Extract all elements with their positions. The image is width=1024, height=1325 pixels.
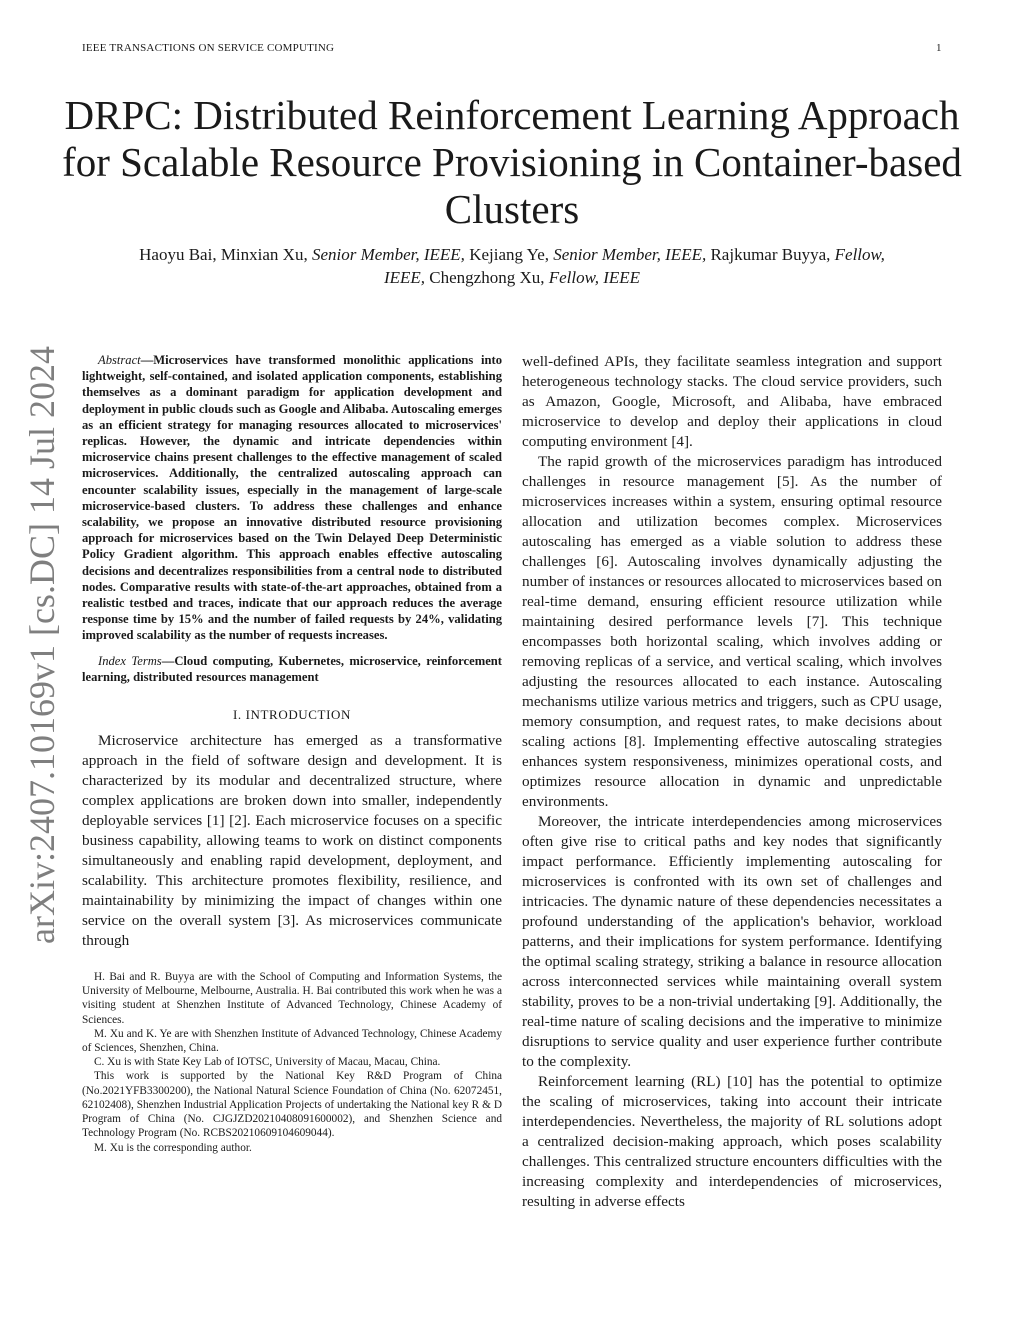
author: Chengzhong Xu, bbox=[429, 268, 545, 287]
running-header: IEEE TRANSACTIONS ON SERVICE COMPUTING bbox=[82, 42, 335, 54]
author-role: Senior Member, IEEE, bbox=[311, 245, 465, 264]
paper-title: DRPC: Distributed Reinforcement Learning Approach for Scalable Resource Provisioning in Container-based Clusters bbox=[62, 92, 962, 232]
author: Rajkumar Buyya, bbox=[710, 245, 831, 264]
footnote: This work is supported by the National Key R&D Program of China (No.2021YFB3300200), the National Natural Science Foundation of China (No. 62072451, 62102408), Shenzhen Industrial Application Projects of undertaking the National key R & D Program of China (No. CJGJZD20210408091600002), and Shenzhen Science and Technology Program (No. RCBS20210609104609044). bbox=[82, 1070, 502, 1140]
body-paragraph: well-defined APIs, they facilitate seamless integration and support heterogeneous technology stacks. The cloud service providers, such as Amazon, Google, Microsoft, and Alibaba, have embraced microservice to develop and deploy their applications in cloud computing environment [4]. bbox=[522, 353, 942, 450]
abstract-text: —Microservices have transformed monolithic applications into lightweight, self-contained, and isolated application components, establishing themselves as a dominant paradigm for application development and deployment in public clouds such as Google and Alibaba. Autoscaling emerges as an efficient strategy for managing resources allocated to microservices' replicas. However, the dynamic and intricate dependencies within microservice chains present challenges to the effective management of scaled microservices. Additionally, the centralized autoscaling approach can encounter scalability issues, especially in the management of large-scale microservice-based clusters. To address these challenges and enhance scalability, we propose an innovative distributed resource provisioning approach for microservices based on the Twin Delayed Deep Deterministic Policy Gradient algorithm. This approach enables effective autoscaling decisions and decentralizes responsibilities from a central node to distributed nodes. Comparative results with state-of-the-art approaches, obtained from a realistic testbed and traces, indicate that our approach reduces the average response time by 15% and the number of failed requests by 24%, validating improved scalability as the number of requests increases. bbox=[82, 353, 502, 643]
body-paragraph: The rapid growth of the microservices paradigm has introduced challenges in resource management [5]. As the number of microservices increases within a system, ensuring optimal resource allocation and utilization becomes complex. Microservices autoscaling has emerged as a viable solution to address these challenges [6]. Autoscaling involves dynamically adjusting the number of instances or resources allocated to microservices based on real-time demand, ensuring efficient resource utilization while maintaining desired performance levels [7]. This technique encompasses both horizontal scaling, which involves adding or removing replicas of a service, and vertical scaling, which involves adjusting the resources allocated to each instance. Autoscaling mechanisms utilize various metrics and triggers, such as CPU usage, memory consumption, and request rates, to make decisions about scaling actions [8]. Implementing effective autoscaling strategies enhances system responsiveness, minimizes operational costs, and optimizes resource allocation in dynamic and unpredictable environments. bbox=[522, 453, 942, 810]
section-heading: I. INTRODUCTION bbox=[232, 707, 352, 723]
right-column bbox=[522, 352, 942, 1212]
footnote: M. Xu and K. Ye are with Shenzhen Institute of Advanced Technology, Chinese Academy of Sciences, Shenzhen, China. bbox=[82, 1027, 502, 1055]
author-list bbox=[120, 243, 904, 289]
author: Kejiang Ye, bbox=[469, 245, 549, 264]
abstract bbox=[82, 352, 502, 644]
body-paragraph: Reinforcement learning (RL) [10] has the potential to optimize the scaling of microservices, taking into account their intricate interdependencies. Nevertheless, the majority of RL solutions adopt a centralized decision-making approach, which poses scalability challenges. This centralized structure encounters difficulties with the increasing complexity and interdependencies of microservices, resulting in adverse effects bbox=[522, 1073, 942, 1210]
intro-paragraph: Microservice architecture has emerged as a transformative approach in the field of software design and development. It is characterized by its modular and decentralized structure, where complex applications are broken down into smaller, independently deployable services [1] [2]. Each microservice focuses on a specific business capability, allowing teams to work on distinct components simultaneously and enabling rapid development, deployment, and scalability. This architecture promotes flexibility, resilience, and maintainability by minimizing the impact of changes within one service on the overall system [3]. As microservices communicate through bbox=[82, 732, 502, 950]
body-paragraph: Moreover, the intricate interdependencies among microservices often give rise to critical paths and key nodes that significantly impact performance. Efficiently implementing autoscaling for microservices is confronted with its own set of challenges and intricacies. The dynamic nature of these dependencies necessitates a profound understanding of the application's behavior, workload patterns, and their implications for system performance. Identifying the optimal scaling strategy, striking a balance in resource allocation across interconnected services while maintaining overall system stability, proves to be a non-trivial undertaking [9]. Additionally, the real-time nature of scaling decisions and the imperative to minimize disruptions to service quality and user experience further contribute to the complexity. bbox=[522, 813, 942, 1070]
author: Haoyu Bai, Minxian Xu, bbox=[139, 245, 308, 264]
index-terms-label: Index Terms bbox=[98, 653, 162, 668]
footnote-divider bbox=[82, 961, 502, 962]
abstract-label: Abstract bbox=[98, 353, 141, 367]
footnote: C. Xu is with State Key Lab of IOTSC, University of Macau, Macau, China. bbox=[94, 1056, 441, 1069]
arxiv-identifier: arXiv:2407.10169v1 [cs.DC] 14 Jul 2024 bbox=[22, 346, 62, 944]
footnote: M. Xu is the corresponding author. bbox=[94, 1141, 252, 1154]
footnotes bbox=[82, 970, 502, 1155]
footnote: H. Bai and R. Buyya are with the School of Computing and Information Systems, the University of Melbourne, Melbourne, Australia. H. Bai contributed this work when he was a visiting student at Shenzhen Institute of Advanced Technology, Chinese Academy of Sciences. bbox=[82, 971, 502, 1026]
author-role: Fellow, IEEE bbox=[548, 268, 641, 287]
author-role: Senior Member, IEEE, bbox=[553, 245, 707, 264]
index-terms-text: —Cloud computing, Kubernetes, microservice, reinforcement learning, distributed resources management bbox=[82, 653, 503, 684]
left-column bbox=[82, 352, 502, 1155]
index-terms bbox=[82, 653, 502, 685]
author-role: Fellow, IEEE, bbox=[383, 245, 885, 287]
page-number: 1 bbox=[936, 42, 942, 54]
